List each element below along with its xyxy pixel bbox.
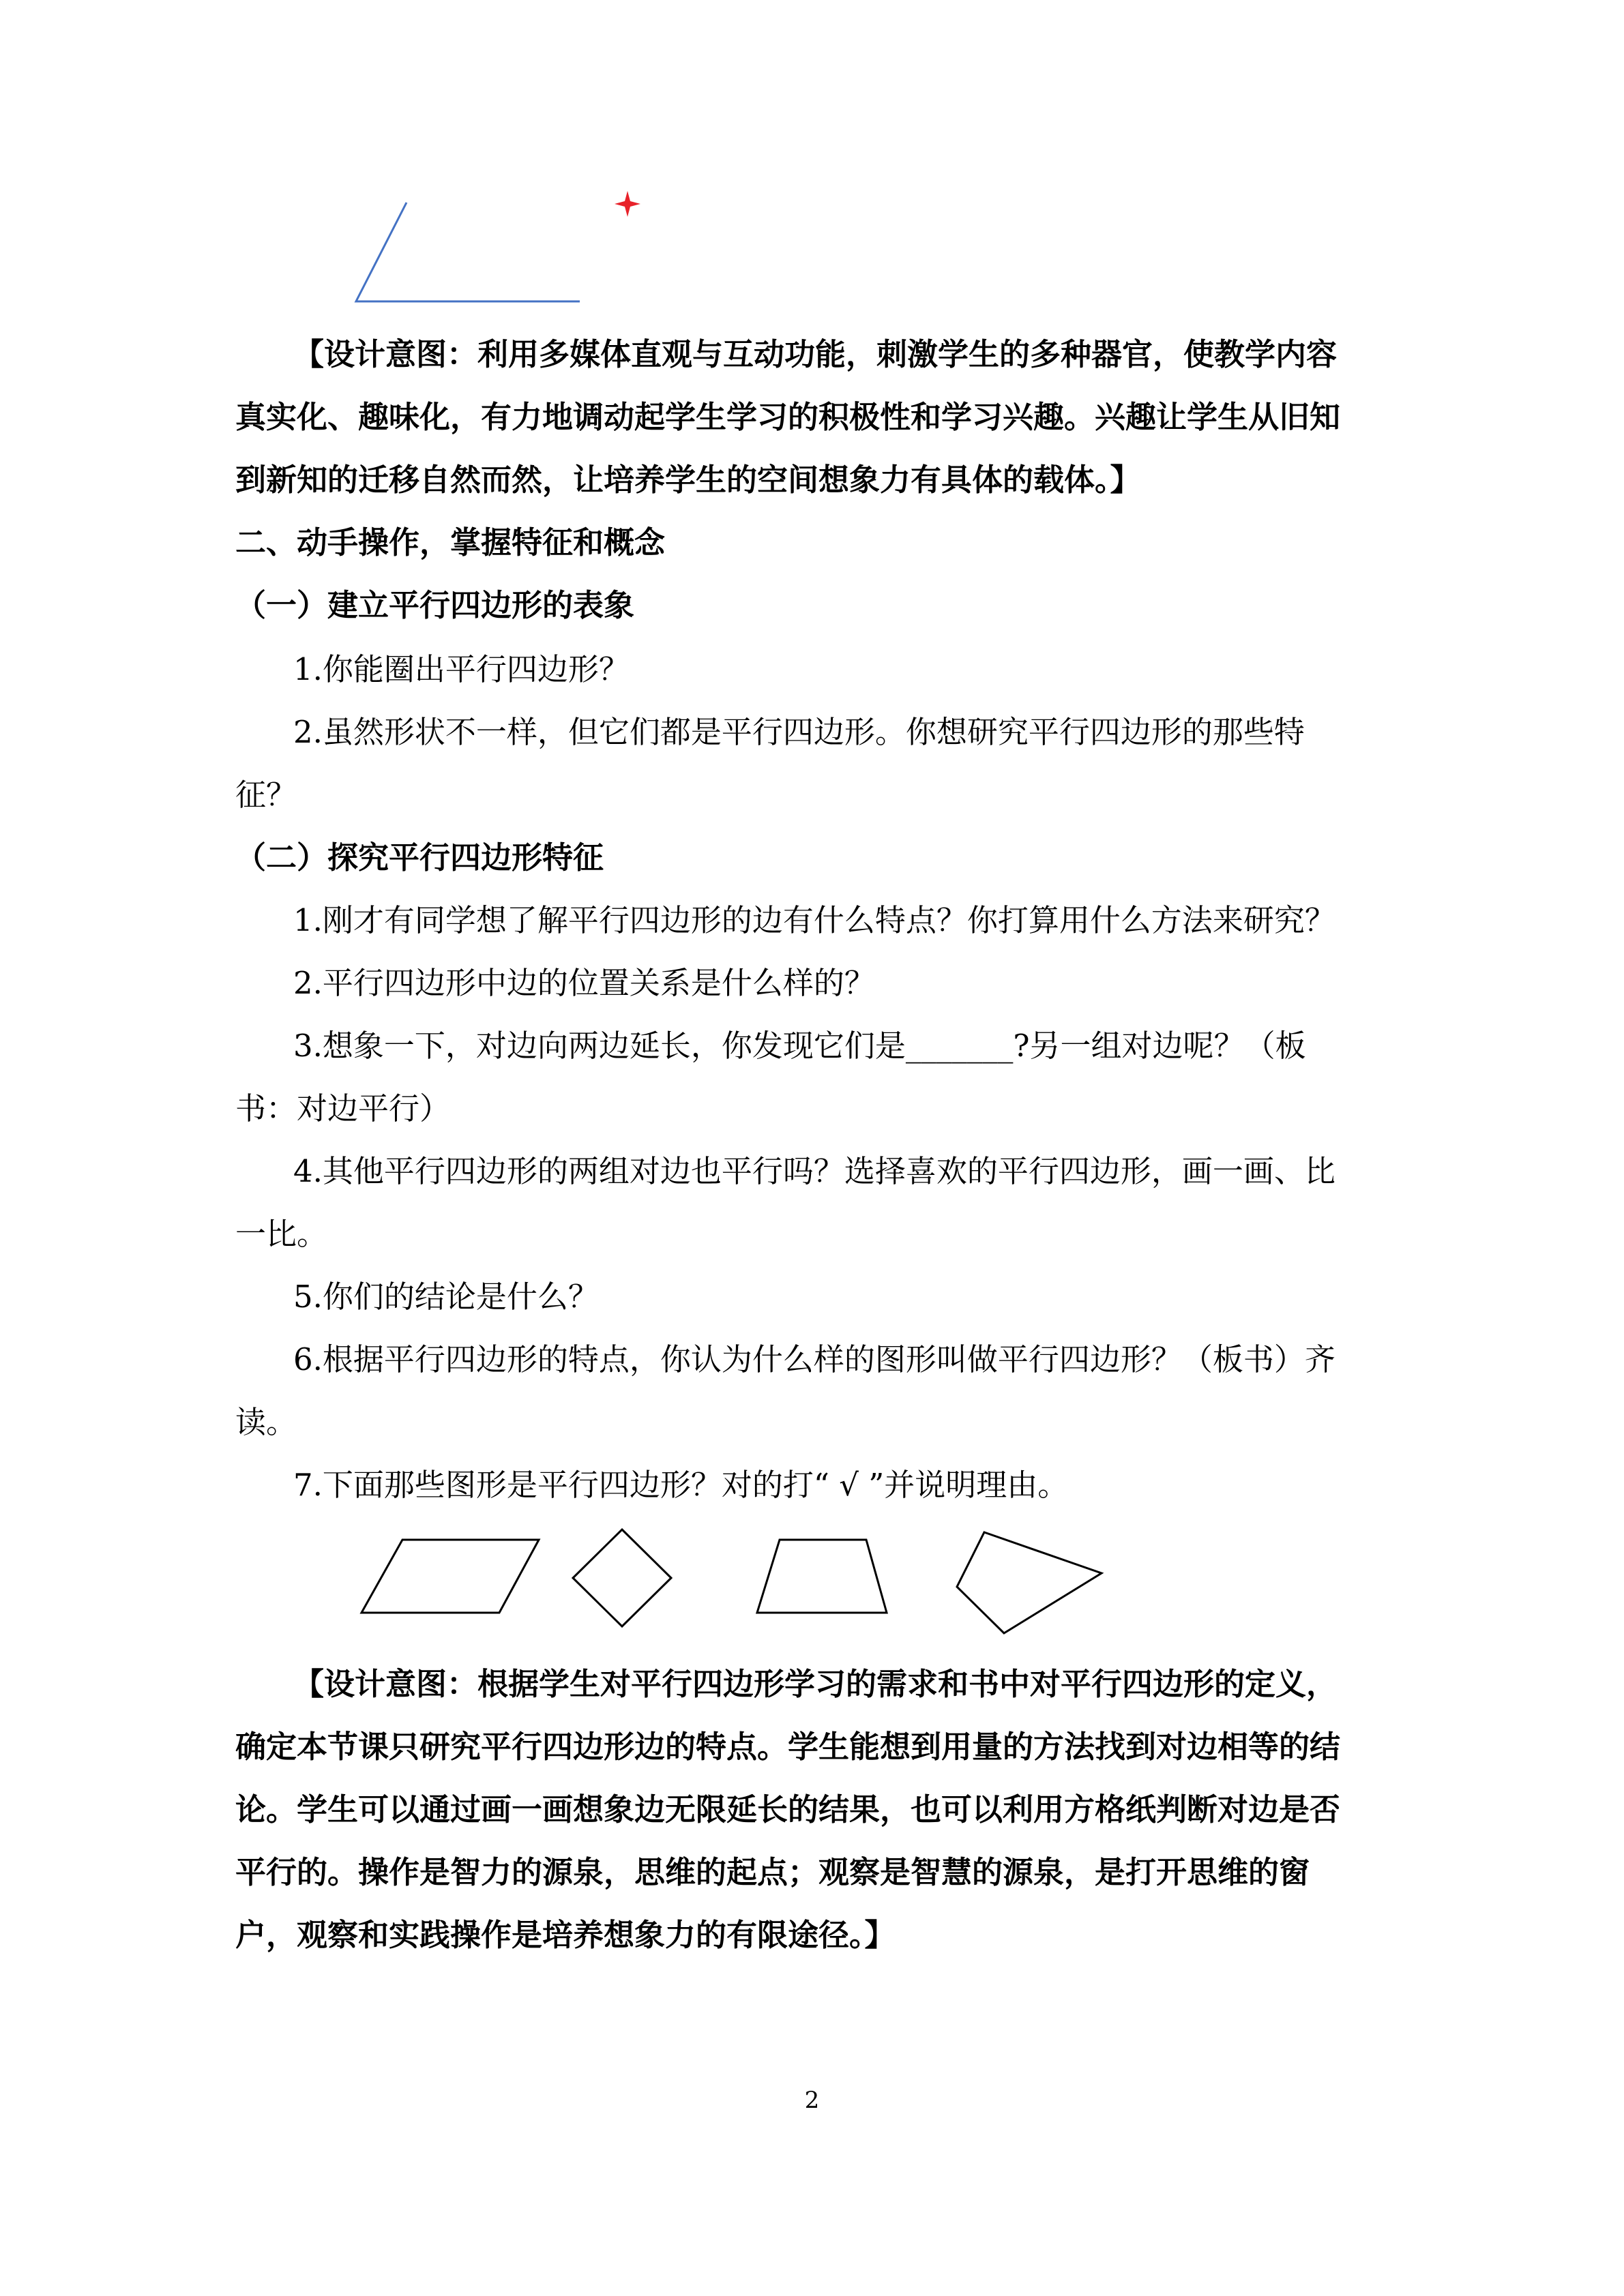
part-2-item-6-cont: 读。 [235,1404,297,1440]
design-intent-2-line-5: 户，观察和实践操作是培养想象力的有限途径。】 [235,1917,896,1953]
design-intent-2-line-3: 论。学生可以通过画一画想象边无限延长的结果，也可以利用方格纸判断对边是否 [235,1791,1341,1828]
parallelogram-shape [361,1540,539,1613]
red-star-marker-icon [615,191,640,217]
part-2-item-4-cont: 一比。 [235,1216,328,1252]
shapes-figure [341,1524,1125,1640]
rhombus-shape [957,1532,1102,1633]
design-intent-1-line-1: 【设计意图：利用多媒体直观与互动功能，刺激学生的多种器官，使教学内容 [293,336,1338,372]
rotated-square-shape [573,1530,671,1626]
part-1-item-2: 2.虽然形状不一样，但它们都是平行四边形。你想研究平行四边形的那些特 [293,714,1305,750]
angle-figure [341,184,655,320]
design-intent-2-line-1: 【设计意图：根据学生对平行四边形学习的需求和书中对平行四边形的定义， [293,1666,1338,1702]
part-2-heading: （二）探究平行四边形特征 [235,839,604,876]
part-2-item-4: 4.其他平行四边形的两组对边也平行吗？选择喜欢的平行四边形，画一画、比 [293,1153,1335,1189]
part-2-item-6: 6.根据平行四边形的特点，你认为什么样的图形叫做平行四边形？（板书）齐 [293,1341,1335,1377]
page-number: 2 [804,2087,820,2114]
part-2-item-7: 7.下面那些图形是平行四边形？对的打“ √ ”并说明理由。 [293,1467,1069,1503]
design-intent-2-line-2: 确定本节课只研究平行四边形边的特点。学生能想到用量的方法找到对边相等的结 [235,1729,1341,1765]
part-2-item-3-cont: 书：对边平行） [235,1090,451,1127]
part-2-item-1: 1.刚才有同学想了解平行四边形的边有什么特点？你打算用什么方法来研究？ [293,902,1335,938]
part-1-item-1: 1.你能圈出平行四边形？ [293,651,630,687]
trapezoid-shape [757,1540,887,1613]
design-intent-1-line-3: 到新知的迁移自然而然，让培养学生的空间想象力有具体的载体。】 [235,462,1141,498]
design-intent-2-line-4: 平行的。操作是智力的源泉，思维的起点；观察是智慧的源泉，是打开思维的窗 [235,1854,1310,1890]
part-1-item-2-cont: 征？ [235,777,297,813]
section-2-heading: 二、动手操作，掌握特征和概念 [235,524,666,561]
angle-lines [356,203,580,301]
part-2-item-3: 3.想象一下，对边向两边延长，你发现它们是_______?另一组对边呢？（板 [293,1028,1306,1064]
design-intent-1-line-2: 真实化、趣味化，有力地调动起学生学习的积极性和学习兴趣。兴趣让学生从旧知 [235,399,1341,435]
part-2-item-5: 5.你们的结论是什么？ [293,1279,599,1315]
part-1-heading: （一）建立平行四边形的表象 [235,587,635,623]
part-2-item-2: 2.平行四边形中边的位置关系是什么样的？ [293,965,875,1001]
